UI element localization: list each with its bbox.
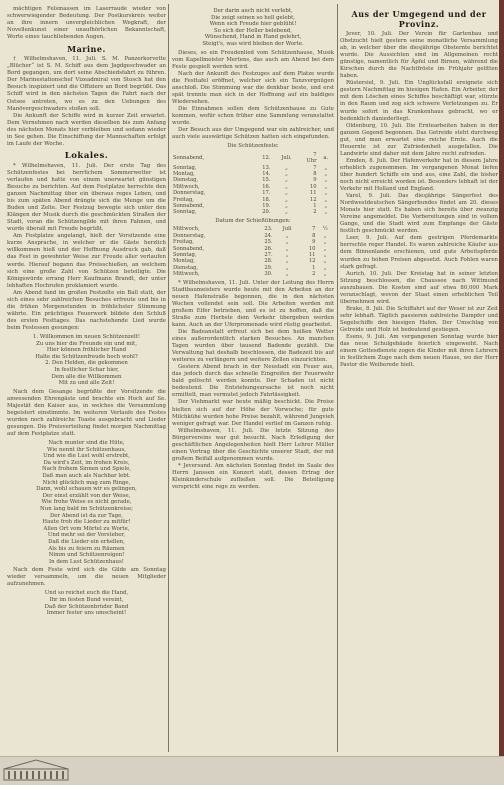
- poem: [7, 440, 166, 565]
- paragraph: * Wilhelmshaven, 11. Juli. Unter der Leitung des Herrn Stadtbaumeisters wurde heute mit den Arbeiten an der neuen Hafenstraße begonnen, die in den nächsten Wochen vollendet sein soll. Die Arbeiten werden mit großem Eifer betrieben, und es ist zu hoffen, daß die Straße zum Herbste dem Verkehr übergeben werden kann. Auch an der Uferpromenade wird rüstig gearbeitet.: [172, 279, 334, 328]
- table-cell: „: [323, 245, 327, 252]
- table-cell: „: [323, 258, 327, 265]
- table-row: [172, 152, 334, 165]
- table-cell: „: [285, 245, 289, 252]
- verse-line: Die zeigt seinen so hell gelebt,: [211, 14, 295, 21]
- verse-line: So sich der Heller belebend,: [214, 27, 292, 34]
- article-text: [7, 389, 166, 438]
- verse-line: In dem Lust Schützenhaus!: [49, 558, 124, 565]
- table-cell: 23.: [264, 226, 273, 233]
- table-cell: Mittwoch,: [173, 183, 200, 190]
- schedule-table: [172, 152, 334, 216]
- table-cell: „: [324, 190, 328, 197]
- table-cell: Juli.: [281, 154, 292, 161]
- column-1: [7, 6, 166, 750]
- table-cell: 27.: [264, 252, 273, 259]
- table-cell: „: [285, 264, 289, 271]
- table-cell: 15.: [262, 177, 271, 184]
- article-text: [172, 50, 334, 142]
- table-cell: Sonntag,: [173, 252, 197, 259]
- table-cell: 12: [308, 258, 316, 265]
- paragraph: Oldenburg, 10. Juli. Die Erntearbeiten haben in der ganzen Gegend begonnen. Das Getreide steht durchweg gut, und man erwartet eine reiche Ernte. Auch die Heuernte ist zur Zufriedenheit ausgefallen. Die Landwirte sind daher mit dem Jahre recht zufrieden.: [340, 122, 498, 157]
- table-cell: 9: [312, 239, 316, 246]
- verse-line: 2. Den Helden, die gekommen: [45, 360, 128, 367]
- table-cell: 10: [309, 183, 317, 190]
- verse-line: Allen Ort vom Mörtel zu Worte,: [43, 525, 130, 532]
- table-cell: 8: [312, 232, 316, 239]
- paragraph: Der Viehmarkt war heute mäßig beschickt. Die Preise hielten sich auf der Höhe der Vorwoche; für gute Milchkühe wurden hohe Preise bezahlt, während Jungvieh weniger gefragt war. Der Handel verlief im Ganzen ruhig.: [172, 399, 334, 427]
- table-row: [172, 209, 334, 215]
- verse-line: Nach frohem Sinnen und Spiele,: [42, 466, 131, 473]
- table-cell: Mittwoch,: [173, 226, 200, 233]
- table-cell: ½: [322, 226, 328, 233]
- table-heading: Die Schützenfeste:: [227, 143, 279, 150]
- table-cell: „: [285, 239, 289, 246]
- table-cell: 20.: [262, 209, 271, 216]
- paragraph: Nach der Ankunft des Festzuges auf dem Platze wurde die Festtafel eröffnet, welcher sich ein Tanzvergnügen anschloß. Die Stimmung war die denkbar beste, und erst spät trennte man sich in der Hoffnung auf ein baldiges Wiedersehen.: [172, 70, 334, 105]
- table-cell: 25.: [264, 239, 273, 246]
- table-cell: 12: [309, 196, 317, 203]
- verse-line: Der einst erzählt von der Weise,: [42, 492, 131, 499]
- section-heading-umgegend: Aus der Umgegend und der Provinz.: [351, 9, 487, 29]
- table-cell: 14.: [262, 170, 271, 177]
- table-cell: 30.: [264, 271, 273, 278]
- column-3: [340, 6, 498, 750]
- paragraph: Rüstersiel, 9. Juli. Ein Unglücksfall ereignete sich gestern Nachmittag im hiesigen Hafen. Ein Arbeiter, der mit dem Löschen eines Schiffes beschäftigt war, stürzte in den Raum und zog sich schwere Verletzungen zu. Er wurde sofort in das Krankenhaus gebracht, wo er bedenklich daniederliegt.: [340, 80, 498, 122]
- section-heading-marine: Marine.: [67, 44, 106, 55]
- table-cell: „: [324, 177, 328, 184]
- verse-line: Wie nennt ihr Schützenhaus,: [46, 446, 126, 453]
- table-cell: „: [285, 271, 289, 278]
- table-cell: Juli: [282, 226, 292, 233]
- verse-line: Dann, wohl schauen wir es gelingen,: [36, 486, 137, 493]
- article-text: [7, 567, 166, 588]
- viewer-footer: [0, 756, 504, 785]
- verse-line: In festlicher Schar hier,: [54, 366, 119, 373]
- table-cell: 13.: [262, 164, 271, 171]
- paragraph: Am Abend fand im großen Festzelte ein Ball statt, der sich eines sehr zahlreichen Besuches erfreute und bis in die frühen Morgenstunden in fröhlichster Stimmung währte. Ein prächtiges Feuerwerk bildete den Schluß des ersten Festtages. Das nachstehende Lied wurde beim Festessen gesungen:: [7, 289, 166, 331]
- table-cell: 10: [308, 245, 316, 252]
- verse-line: 1. Willkommen im neuen Schützenzelt!: [32, 333, 141, 340]
- paragraph: Der Besuch aus der Umgegend war ein zahlreicher, und auch viele auswärtige Schützen hatten sich eingefunden.: [172, 127, 334, 141]
- table-cell: „: [285, 164, 288, 171]
- verse-line: Und so reichet euch die Hand,: [44, 590, 129, 597]
- verse-line: Ihr im festen Bund vereint,: [49, 597, 124, 604]
- paragraph: Emden, 8. Juli. Der Hafenverkehr hat in diesem Jahre erheblich zugenommen. Im vergangenen Monat liefen über hundert Schiffe ein und aus, eine Zahl, die bisher noch nicht erreicht worden ist. Besonders lebhaft ist der Verkehr mit Holland und England.: [340, 157, 498, 193]
- paragraph: Die Ankunft der Schiffe wird in kurzer Zeit erwartet. Dem Vernehmen nach werden dieselben bis zum Anfang des nächsten Monats hier verbleiben und sodann wieder in See gehen. Die Einschiffung der Mannschaften erfolgt im Laufe der Woche.: [7, 112, 166, 147]
- paragraph: * Wilhelmshaven, 11. Juli. Der erste Tag des Schützenfestes bei herrlichem Sommerwetter ist verlaufen und hatte von einem unerwartet günstigen Besuche zu berichten. Auf dem Festplatze herrschte den ganzen Nachmittag über ein überaus reges Leben, und bis zum späten Abend drängte sich die Menge um die Buden und Zelte. Der Festzug bewegte sich unter den Klängen der Musik durch die geschmückten Straßen der Stadt, voran die Schützengilde mit ihren Fahnen, und wurde überall mit Freude begrüßt.: [7, 162, 166, 233]
- verse-line: Halte die Schützenfreude hoch wohl?: [35, 353, 138, 360]
- paragraph: Nach dem Feste wird sich die Gilde am Sonntag wieder versammeln, um die neuen Mitglieder aufzunehmen.: [7, 567, 166, 588]
- table-cell: „: [324, 203, 328, 210]
- table-cell: Montag,: [173, 258, 195, 265]
- table-cell: Mittwoch,: [173, 271, 200, 278]
- paragraph: Nach dem Gesange begrüßte der Vorsitzende die anwesenden Ehrengäste und brachte ein Hoch auf Se. Majestät den Kaiser aus, in welches die Versammlung begeistert einstimmte. Im weiteren Verlaufe des Festes wurden noch zahlreiche Toaste ausgebracht und Lieder gesungen. Die Preisverteilung findet morgen Nachmittag auf dem Festplatze statt.: [7, 388, 166, 437]
- paragraph: * Jeversand. Am nächsten Sonntag findet im Saale des Herrn Janssen ein Konzert statt, dessen Ertrag der Kleinkinderschule zufließen soll. Die Beteiligung verspricht eine rege zu werden.: [172, 462, 334, 491]
- verse-line: Haute froh die Lieder zu mitfür!: [42, 519, 131, 526]
- table-cell: „: [323, 271, 327, 278]
- verse-line: Nun lang bald im Schützenkreise;: [40, 505, 133, 512]
- table-cell: „: [323, 252, 327, 259]
- article-text: [340, 31, 498, 369]
- paragraph: Die Badeanstalt erfreut sich bei dem heißen Wetter eines außerordentlich starken Besuches. An manchen Tagen wurden über tausend Badende gezählt. Die Verwaltung hat deshalb beschlossen, die Badezeit bis auf weiteres zu verlängern und weitere Zellen einzurichten.: [172, 329, 334, 364]
- verse-line: Nach munter sind die Hüte,: [48, 440, 125, 447]
- verse-line: Hier können fröhlicher Hand: [46, 347, 127, 354]
- table-cell: „: [324, 196, 328, 203]
- table-cell: Freitag,: [173, 239, 194, 246]
- table-cell: „: [285, 196, 288, 203]
- table-cell: „: [323, 239, 327, 246]
- paragraph: Am Festplatze angelangt, hielt der Vorsitzende eine kurze Ansprache, in welcher er die Gäste herzlich willkommen hieß und der Hoffnung Ausdruck gab, daß das Fest in gewohnter Weise zur Freude aller verlaufen werde. Hierauf begann das Preisschießen, an welchem sich eine große Zahl von Schützen beteiligte. Die Königswürde errang Herr Kaufmann Brandt, der unter lebhaften Hochrufen proklamiert wurde.: [7, 233, 166, 289]
- table-cell: „: [324, 170, 328, 177]
- verse-line: Der darin auch nicht verlebt,: [213, 8, 293, 14]
- article-text: [172, 280, 334, 491]
- table-cell: Sonnabend,: [173, 154, 205, 161]
- table-cell: 12.: [262, 154, 271, 161]
- table-cell: „: [285, 203, 288, 210]
- paragraph: Dieses, so ein Freudenlied vom Schützenhause, Musik vom Kapellmeister Mertens, das auch am Abend bei dem Feste gespielt werden wird.: [172, 49, 334, 70]
- verse-line: Wie frohe Weise es nicht gerade,: [41, 499, 132, 506]
- table-cell: a.: [323, 154, 329, 161]
- table-cell: 1: [313, 203, 317, 210]
- verse-line: Dem alle die Willkommen: [51, 373, 122, 380]
- library-logo-icon: [3, 759, 69, 781]
- paragraph: Gestern Abend brach in der Neustadt ein Feuer aus, das jedoch durch das schnelle Eingreifen der Feuerwehr bald gelöscht werden konnte. Der Schaden ist nicht bedeutend. Die Entstehungsursache ist noch nicht ermittelt, man vermutet jedoch Fahrlässigkeit.: [172, 364, 334, 399]
- table-cell: „: [285, 232, 289, 239]
- table-cell: 1: [312, 264, 316, 271]
- table-cell: 17.: [262, 190, 271, 197]
- table-cell: Freitag,: [173, 196, 194, 203]
- poem: [7, 334, 166, 387]
- table-cell: 28.: [264, 258, 273, 265]
- table-cell: „: [285, 252, 289, 259]
- table-cell: „: [285, 190, 288, 197]
- table-cell: 8: [313, 170, 317, 177]
- paragraph: Brake, 8. Juli. Die Schiffahrt auf der Weser ist zur Zeit sehr lebhaft. Täglich passieren zahlreiche Dampfer und Segelschiffe den hiesigen Hafen. Der Umschlag von Getreide und Holz ist bedeutend gestiegen.: [340, 305, 498, 333]
- paragraph: Varel, 9. Juli. Das diesjährige Sängerfest des Nordwestdeutschen Sängerbundes findet am 20. dieses Monats hier statt. Es haben sich bereits über zwanzig Vereine angemeldet. Die Vorbereitungen sind in vollem Gange, und die Stadt wird zum Empfange der Gäste festlich geschmückt werden.: [340, 193, 498, 235]
- verse-line: Nimm und Schützenreigen!: [48, 552, 125, 559]
- table-cell: 19.: [262, 203, 271, 210]
- table-cell: „: [324, 164, 328, 171]
- table-row: [172, 271, 334, 277]
- column-rule: [168, 4, 169, 752]
- verse-line: Wünschend, Hand in Hand gelehrt,: [204, 34, 302, 41]
- table-cell: Montag,: [173, 170, 195, 177]
- table-cell: 2: [312, 271, 316, 278]
- table-cell: Donnerstag,: [173, 190, 206, 197]
- article-text: [7, 163, 166, 332]
- table-cell: 26.: [264, 245, 273, 252]
- verse-line: Immer fester uns umscheint!: [46, 610, 127, 617]
- verse-line: Als bis zu feiern zu Räumen: [48, 545, 125, 552]
- schedule-table: [172, 226, 334, 277]
- paragraph: Jever, 10. Juli. Der Verein für Gartenbau und Obstzucht hielt gestern seine monatliche Versammlung ab, in welcher über die diesjährige Obsternte berichtet wurde. Die Aussichten sind im Allgemeinen recht günstige, namentlich für Äpfel und Birnen, während die Kirschen durch die Nachtfröste im Frühjahr gelitten haben.: [340, 31, 498, 80]
- paragraph: mächtigen Felsmassen im Laserraude wieder von schwerwiegender Bedeutung. Der Postkurskreis weiter an ihre innern unvergleichlichen Wegkraft, der Novellenkunst einer unaufhörlichen Bekanntschaft, Worte eines tauchliebenden Augen.: [7, 6, 166, 41]
- verse-line: Nicht glücklich mag zum Ringe,: [42, 479, 131, 486]
- verse-line: Und wie die Lust wohl erstrebt,: [43, 453, 130, 460]
- poem: [172, 8, 334, 48]
- table-cell: 9: [313, 177, 317, 184]
- table-cell: „: [324, 183, 328, 190]
- verse-line: Der Abend ist da zur Tage,: [49, 512, 124, 519]
- verse-line: Wenn sich Freude hier geblüht!: [209, 21, 297, 28]
- table-cell: „: [285, 177, 288, 184]
- table-cell: „: [285, 183, 288, 190]
- binding-edge: [499, 0, 504, 756]
- table-cell: Sonnabend,: [173, 203, 205, 210]
- column-2: [172, 6, 334, 750]
- table-subheading: Datum der Schießübungen:: [215, 217, 291, 224]
- verse-line: Daß der Schützenbrüder Band: [44, 603, 129, 610]
- paragraph: Esens, 9. Juli. Am vergangenen Sonntag wurde hier das neue Schulgebäude feierlich eingeweiht. Nach einem Gottesdienste zogen die Kinder mit ihren Lehrern in festlichem Zuge nach dem neuen Hause, wo der Herr Pastor die Weiherede hielt.: [340, 334, 498, 369]
- verse-line: Da wird's Zeit, im frohen Kreis,: [43, 459, 130, 466]
- table-cell: 18.: [262, 196, 271, 203]
- paragraph: Aurich, 10. Juli. Der Kreistag hat in seiner letzten Sitzung beschlossen, die Chaussee nach Wittmund auszubauen. Die Kosten sind auf etwa 80,000 Mark veranschlagt, wovon der Staat einen erheblichen Teil übernehmen wird.: [340, 270, 498, 305]
- paragraph: Die Einnahmen sollen dem Schützenhause zu Gute kommen, wofür schon früher eine Sammlung veranstaltet wurde.: [172, 105, 334, 127]
- verse-line: Steigt's, was wird bleiben der Worte.: [202, 40, 304, 47]
- table-cell: 2: [313, 209, 317, 216]
- column-rule: [337, 4, 338, 752]
- table-cell: „: [323, 232, 327, 239]
- verse-line: Daß man auch als Nachbar lebt.: [42, 473, 131, 480]
- table-cell: „: [285, 170, 288, 177]
- table-cell: 7 Uhr: [306, 151, 317, 165]
- table-cell: Sonnabend,: [173, 245, 205, 252]
- table-cell: 7: [312, 226, 316, 233]
- table-cell: „: [285, 258, 289, 265]
- table-cell: 29.: [264, 264, 273, 271]
- table-cell: 7: [313, 164, 317, 171]
- table-cell: 24.: [264, 232, 273, 239]
- table-cell: „: [323, 264, 327, 271]
- table-cell: Dienstag,: [173, 264, 199, 271]
- table-cell: Dienstag,: [173, 177, 199, 184]
- table-cell: „: [285, 209, 288, 216]
- paragraph: Wilhelmshaven, 11. Juli. Die letzte Sitzung des Bürgervereins war gut besucht. Nach Erledigung der geschäftlichen Angelegenheiten hielt Herr Lehrer Müller einen Vortrag über die Geschichte unserer Stadt, der mit großem Beifall aufgenommen wurde.: [172, 427, 334, 462]
- table-cell: 16.: [262, 183, 271, 190]
- table-cell: 11: [308, 252, 316, 259]
- section-heading-lokales: Lokales.: [64, 150, 109, 161]
- table-cell: „: [324, 209, 328, 216]
- verse-line: Daß die Lieder ein erhellen,: [48, 538, 125, 545]
- article-text: [7, 56, 166, 148]
- verse-line: Mit zu und alle Zeit!: [58, 380, 115, 387]
- poem: [7, 590, 166, 616]
- article-text: [7, 6, 166, 41]
- paragraph: Leer, 9. Juli. Auf dem gestrigen Pferdemarkte herrschte reger Handel. Es waren zahlreiche Käufer aus dem Binnenlande erschienen, und gute Arbeitspferde wurden zu hohen Preisen abgesetzt. Auch Fohlen waren stark gefragt.: [340, 235, 498, 270]
- verse-line: Zu uns hier die Freunde ein und mit,: [36, 340, 137, 347]
- table-cell: Sonntag,: [173, 209, 197, 216]
- paragraph: † Wilhelmshaven, 11. Juli. S. M. Panzerkorvette „Blücher“ ist S. M. Schiff aus dem Jagdgeschwader an Bord gegangen, um dort seine Abschiedsfahrt zu führen. Der Marinestationschef Vizeadmiral von Stosch hat den Besuch inspiziert und die Offiziere an Bord begrüßt. Das Schiff wird in den nächsten Tagen die Fahrt nach der Ostsee antreten, wo es zu den Uebungen des Manövergeschwaders stoßen soll.: [7, 56, 166, 112]
- table-cell: Donnerstag,: [173, 232, 206, 239]
- table-cell: Sonntag,: [173, 164, 197, 171]
- table-cell: 11: [309, 190, 317, 197]
- verse-line: Und mehr sei der Vorsteher,: [47, 532, 126, 539]
